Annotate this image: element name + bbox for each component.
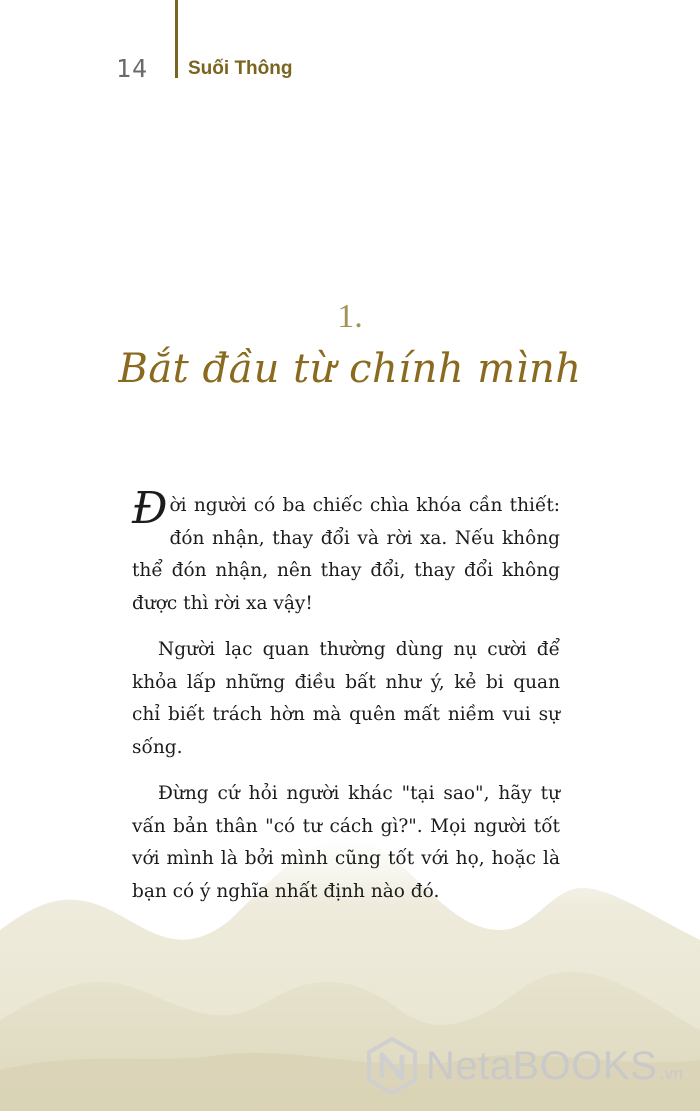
body-text xyxy=(132,483,560,922)
drop-cap: Đ xyxy=(132,483,168,534)
paragraph-1 xyxy=(132,483,560,620)
watermark-brand xyxy=(426,1044,683,1089)
running-head-author: Suối Thông xyxy=(188,58,293,79)
chapter-number: 1. xyxy=(337,298,363,335)
n-hexagon-logo-icon xyxy=(366,1037,418,1095)
chapter-title: Bắt đầu từ chính mình xyxy=(118,346,582,392)
paragraph-3: Đừng cứ hỏi người khác "tại sao", hãy tự vấn bản thân "có tư cách gì?". Mọi người tốt với mình là bởi mình cũng tốt với họ, hoặc là bạn có ý nghĩa nhất định nào đó. xyxy=(132,783,560,902)
watermark-suffix: .vn xyxy=(659,1063,684,1083)
netabooks-watermark xyxy=(366,1036,683,1096)
header-divider-rule xyxy=(175,0,178,78)
paragraph-2: Người lạc quan thường dùng nụ cười để khỏa lấp những điều bất như ý, kẻ bi quan chỉ biết trách hờn mà quên mất niềm vui sự sống. xyxy=(132,639,560,758)
watermark-brand-text: NetaBOOKS xyxy=(426,1043,658,1088)
page-number: 14 xyxy=(116,54,149,83)
paragraph-1-text: ời người có ba chiếc chìa khóa cần thiết: đón nhận, thay đổi và rời xa. Nếu không thể đón nhận, nên thay đổi, thay đổi không được thì rời xa vậy! xyxy=(132,495,560,614)
